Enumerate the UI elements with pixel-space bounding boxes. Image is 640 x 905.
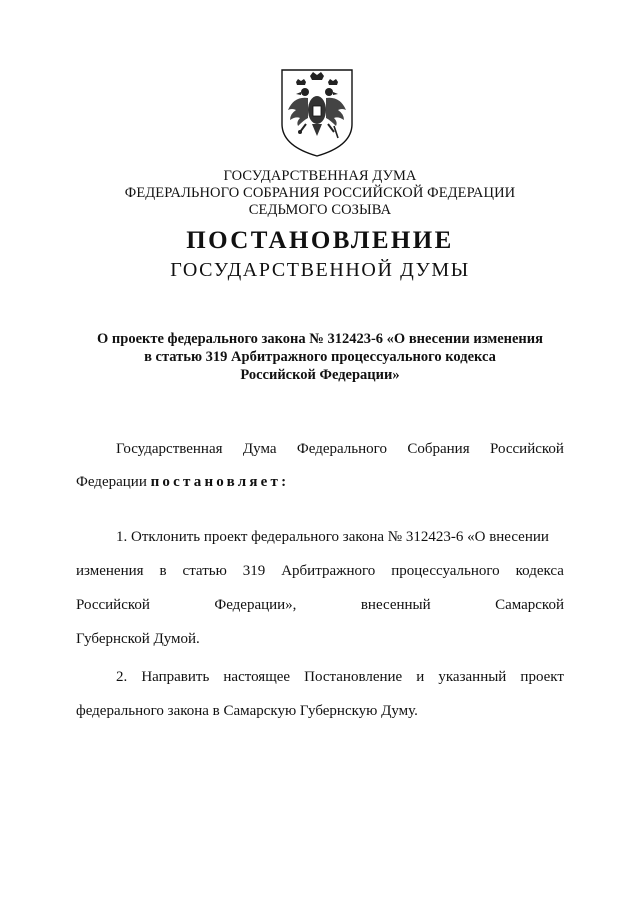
- issuer-line-3: СЕДЬМОГО СОЗЫВА: [248, 202, 392, 218]
- preamble-word: Российской: [490, 441, 564, 457]
- preamble-word: Федерации: [76, 474, 147, 490]
- issuer-line-2: ФЕДЕРАЛЬНОГО СОБРАНИЯ РОССИЙСКОЙ ФЕДЕРАЦИИ: [124, 185, 516, 201]
- resolves-word: постановляет:: [150, 474, 290, 490]
- item-2-word: проект: [520, 669, 564, 685]
- item-1-word: Самарской: [495, 597, 564, 613]
- item-1-word: кодекса: [515, 563, 564, 579]
- preamble-word: Государственная: [116, 441, 223, 457]
- preamble-word: Собрания: [407, 441, 470, 457]
- item-2: [76, 668, 564, 721]
- document-subject: [0, 330, 640, 384]
- item-1-word: Российской: [76, 597, 150, 613]
- item-1-line-4: Губернской Думой.: [76, 631, 200, 647]
- item-1-word: статью: [182, 563, 227, 579]
- document-subtitle: ГОСУДАРСТВЕННОЙ ДУМЫ: [170, 259, 470, 281]
- preamble-word: Дума: [242, 441, 277, 457]
- item-2-word: настоящее: [223, 669, 291, 685]
- item-1-word: Федерации»,: [214, 597, 297, 613]
- item-1: [76, 528, 564, 649]
- subject-line-1: О проекте федерального закона № 312423-6 «О внесении изменения: [97, 331, 543, 347]
- item-2-line-2: федерального закона в Самарскую Губернскую Думу.: [76, 703, 418, 719]
- item-2-line-1: [76, 668, 564, 687]
- preamble-line-2: [76, 473, 564, 492]
- subject-line-3: Российской Федерации»: [240, 367, 400, 383]
- item-1-word: 319: [242, 563, 266, 579]
- item-2-word: Направить: [141, 669, 210, 685]
- item-1-word: внесенный: [360, 597, 431, 613]
- coat-of-arms-icon: [276, 66, 358, 158]
- item-2-word: 2.: [116, 669, 128, 685]
- item-2-word: и: [416, 669, 425, 685]
- item-1-line-3: [76, 596, 564, 615]
- item-1-word: Арбитражного: [281, 563, 376, 579]
- item-1-word: процессуального: [391, 563, 500, 579]
- item-2-word: указанный: [438, 669, 507, 685]
- issuer-line-1: ГОСУДАРСТВЕННАЯ ДУМА: [223, 168, 417, 184]
- item-1-line-2: [76, 562, 564, 581]
- subject-line-2: в статью 319 Арбитражного процессуального кодекса: [144, 349, 496, 365]
- item-1-line-1: 1. Отклонить проект федерального закона № 312423-6 «О внесении: [116, 529, 549, 545]
- preamble-word: Федерального: [296, 441, 387, 457]
- preamble-line-1: [76, 440, 564, 459]
- item-1-word: в: [159, 563, 167, 579]
- issuer-header: [0, 168, 640, 219]
- preamble: [76, 440, 564, 492]
- item-1-word: изменения: [76, 563, 144, 579]
- item-2-word: Постановление: [304, 669, 403, 685]
- document-title: ПОСТАНОВЛЕНИЕ: [186, 227, 454, 254]
